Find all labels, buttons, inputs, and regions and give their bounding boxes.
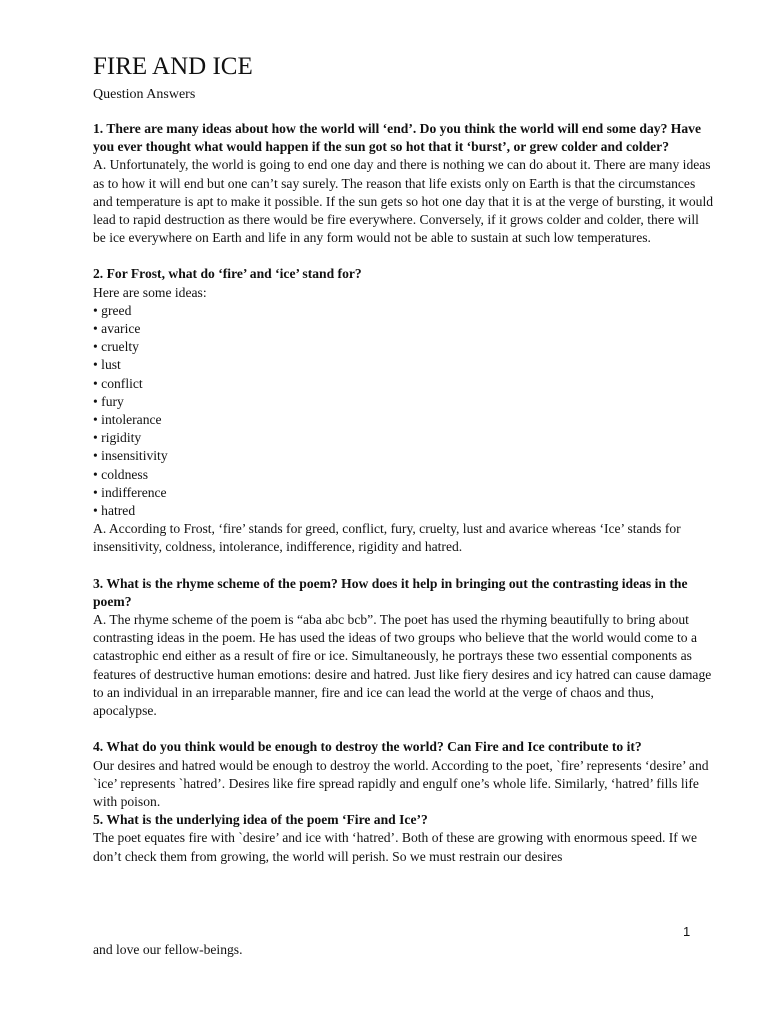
- idea-item: • coldness: [93, 466, 715, 484]
- qa-section-2: [93, 265, 715, 556]
- idea-item: • intolerance: [93, 411, 715, 429]
- idea-item: • greed: [93, 302, 715, 320]
- document-subtitle: Question Answers: [93, 87, 196, 102]
- answer-2: A. According to Frost, ‘fire’ stands for greed, conflict, fury, cruelty, lust and avarice whereas ‘Ice’ stands for insensitivity, coldness, intolerance, indifference, rigidity and hatred.: [93, 521, 681, 555]
- question-2: 2. For Frost, what do ‘fire’ and ‘ice’ stand for?: [93, 266, 362, 282]
- document-title: FIRE AND ICE: [93, 53, 253, 80]
- answer-5-continuation: and love our fellow-beings.: [93, 942, 243, 957]
- question-3: 3. What is the rhyme scheme of the poem? How does it help in bringing out the contrasting ideas in the poem?: [93, 575, 688, 609]
- answer-3: A. The rhyme scheme of the poem is “aba abc bcb”. The poet has used the rhyming beautifully to bring about contrasting ideas in the poem. He has used the ideas of two groups who believe that the world would come to a catastrophic end either as a result of fire or ice. Simultaneously, he portrays these two essential components as features of destructive human emotions: desire and hatred. Just like fiery desires and icy hatred can cause damage to an individual in an irreparable manner, fire and ice can lead the world at the verge of chaos and thus, apocalypse.: [93, 612, 712, 719]
- ideas-list: [93, 302, 715, 520]
- idea-item: • hatred: [93, 502, 715, 520]
- qa-section-4: [93, 738, 715, 811]
- idea-item: • cruelty: [93, 338, 715, 356]
- answer-5: The poet equates fire with `desire’ and ice with ‘hatred’. Both of these are growing with enormous speed. If we don’t check them from growing, the world will perish. So we must restrain our desires: [93, 830, 698, 864]
- document-content: [93, 52, 715, 866]
- idea-item: • insensitivity: [93, 447, 715, 465]
- question-1: 1. There are many ideas about how the world will ‘end’. Do you think the world will end some day? Have you ever thought what would happen if the sun got so hot that it ‘burst’, or grew colder and colder?: [93, 121, 701, 155]
- answer-4: Our desires and hatred would be enough to destroy the world. According to the poet, `fire’ represents ‘desire’ and `ice’ represents `hatred’. Desires like fire spread rapidly and engulf one’s whole life. Similarly, ‘hatred’ fills life with poison.: [93, 757, 709, 809]
- qa-section-1: [93, 120, 715, 247]
- qa-section-5: [93, 811, 715, 866]
- idea-item: • conflict: [93, 375, 715, 393]
- page-number: 1: [683, 924, 691, 939]
- question-5: 5. What is the underlying idea of the poem ‘Fire and Ice’?: [93, 812, 428, 828]
- idea-item: • lust: [93, 356, 715, 374]
- idea-item: • fury: [93, 393, 715, 411]
- question-4: 4. What do you think would be enough to destroy the world? Can Fire and Ice contribute to it?: [93, 739, 642, 755]
- answer-1: A. Unfortunately, the world is going to end one day and there is nothing we can do about it. There are many ideas as to how it will end but one can’t say surely. The reason that life exists only on Earth is that the circumstances and temperature is apt to make it possible. If the sun gets so hot one day that it is at the verge of bursting, it would lead to rapid destruction as there would be fire everywhere. Conversely, if it grows colder and colder, there will be ice everywhere on Earth and life in any form would not be able to sustain at such low temperatures.: [93, 157, 714, 246]
- ideas-intro: Here are some ideas:: [93, 284, 207, 300]
- qa-section-3: [93, 575, 715, 721]
- idea-item: • rigidity: [93, 429, 715, 447]
- idea-item: • indifference: [93, 484, 715, 502]
- idea-item: • avarice: [93, 320, 715, 338]
